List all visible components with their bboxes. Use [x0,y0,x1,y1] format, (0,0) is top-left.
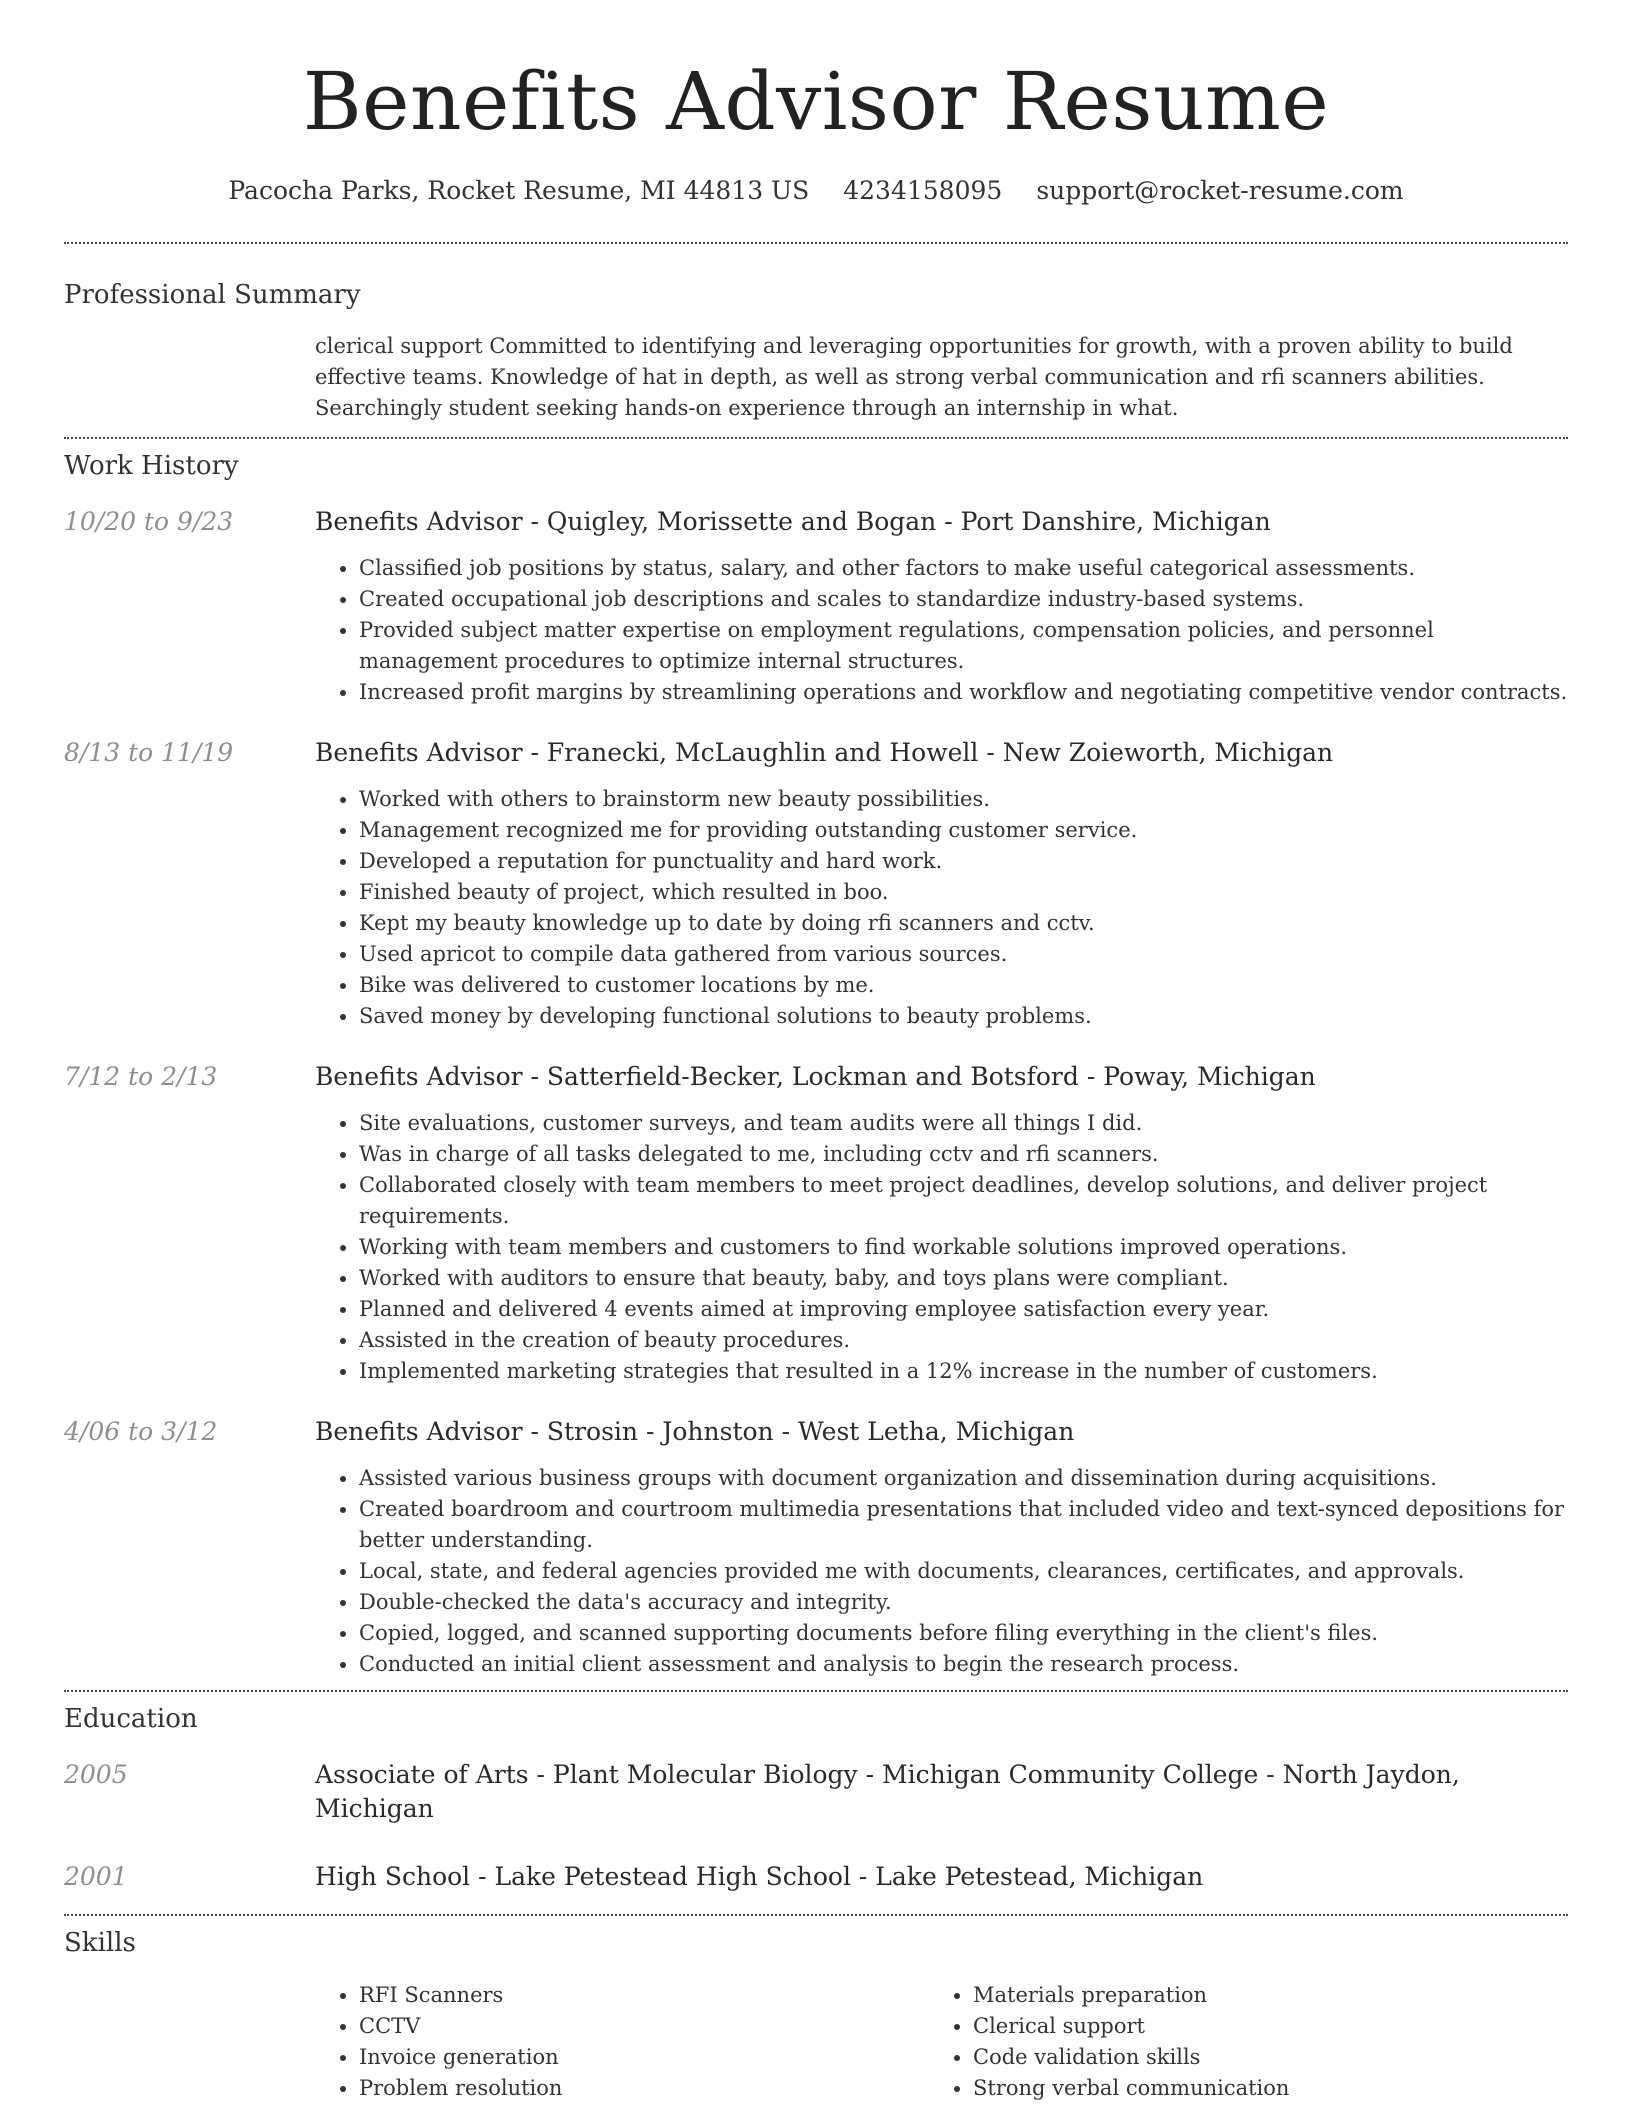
job-bullet: • Provided subject matter expertise on employment regulations, compensation policies, and personnel management procedures to optimize internal structures. [359,615,1568,677]
job-bullet: • Planned and delivered 4 events aimed at improving employee satisfaction every year. [359,1294,1568,1325]
job-dates: 7/12 to 2/13 [64,1062,218,1091]
job-title: Benefits Advisor - Quigley, Morissette and Bogan - Port Danshire, Michigan [315,507,1271,536]
job-bullet: • Conducted an initial client assessment and analysis to begin the research process. [359,1649,1568,1680]
job-bullet: • Created occupational job descriptions and scales to standardize industry-based systems. [359,584,1568,615]
job-bullet: • Finished beauty of project, which resulted in boo. [359,877,1568,908]
job-bullets [315,1108,1568,1387]
education-body [315,1758,1568,1826]
skill-item: • Problem resolution [359,2073,929,2104]
job-bullet: • Worked with others to brainstorm new beauty possibilities. [359,784,1568,815]
education-year: 2005 [64,1760,128,1789]
job-bullets [315,784,1568,1032]
job-bullet: • Copied, logged, and scanned supporting documents before filing everything in the client's files. [359,1618,1568,1649]
education-year: 2001 [64,1862,128,1891]
job-body [315,736,1568,1032]
work-history-section [64,439,1568,1680]
job-title: Benefits Advisor - Strosin - Johnston - West Letha, Michigan [315,1417,1075,1446]
job-bullet: • Kept my beauty knowledge up to date by doing rfi scanners and cctv. [359,908,1568,939]
job-bullets [315,553,1568,708]
work-history-heading: Work History [64,451,239,481]
job-entry [64,1060,1568,1387]
job-entry [64,505,1568,708]
job-bullet: • Collaborated closely with team members to meet project deadlines, develop solutions, and deliver project requirements. [359,1170,1568,1232]
skill-item: • CCTV [359,2011,929,2042]
education-body [315,1860,1568,1894]
education-title: High School - Lake Petestead High School - Lake Petestead, Michigan [315,1862,1204,1891]
summary-heading: Professional Summary [64,280,361,310]
skills-list-right [929,1980,1543,2104]
job-bullet: • Saved money by developing functional solutions to beauty problems. [359,1001,1568,1032]
job-body [315,1060,1568,1387]
job-dates: 10/20 to 9/23 [64,507,234,536]
job-title: Benefits Advisor - Franecki, McLaughlin and Howell - New Zoieworth, Michigan [315,738,1334,767]
contact-line [64,174,1568,208]
summary-text: clerical support Committed to identifying and leveraging opportunities for growth, with a proven ability to build effective teams. Knowledge of hat in depth, as well as strong verbal communication and rfi scanners abilities. Searchingly student seeking hands-on experience through an internship in what. [315,334,1513,420]
skills-heading: Skills [64,1928,136,1958]
skill-item: • Code validation skills [973,2042,1543,2073]
job-bullet: • Worked with auditors to ensure that beauty, baby, and toys plans were compliant. [359,1263,1568,1294]
contact-phone: 4234158095 [843,176,1003,205]
education-section [64,1692,1568,1894]
job-bullets [315,1463,1568,1680]
skills-columns [315,1980,1568,2104]
job-bullet: • Management recognized me for providing outstanding customer service. [359,815,1568,846]
job-bullet: • Implemented marketing strategies that resulted in a 12% increase in the number of customers. [359,1356,1568,1387]
skill-item: • RFI Scanners [359,1980,929,2011]
job-bullet: • Created boardroom and courtroom multimedia presentations that included video and text-synced depositions for better understanding. [359,1494,1568,1556]
summary-section [64,244,1568,424]
job-dates: 4/06 to 3/12 [64,1417,218,1446]
job-bullet: • Assisted various business groups with document organization and dissemination during acquisitions. [359,1463,1568,1494]
job-body [315,1415,1568,1680]
skill-item: • Invoice generation [359,2042,929,2073]
job-entry [64,1415,1568,1680]
job-body [315,505,1568,708]
page-title: Benefits Advisor Resume [302,55,1330,148]
education-entry [64,1860,1568,1894]
job-bullet: • Bike was delivered to customer locations by me. [359,970,1568,1001]
skill-item: • Clerical support [973,2011,1543,2042]
job-entry [64,736,1568,1032]
contact-email[interactable]: support@rocket-resume.com [1036,176,1404,205]
job-bullet: • Local, state, and federal agencies provided me with documents, clearances, certificates, and approvals. [359,1556,1568,1587]
job-bullet: • Classified job positions by status, salary, and other factors to make useful categorical assessments. [359,553,1568,584]
skills-section [64,1916,1568,2104]
job-bullet: • Was in charge of all tasks delegated to me, including cctv and rfi scanners. [359,1139,1568,1170]
contact-address: Pacocha Parks, Rocket Resume, MI 44813 US [228,176,810,205]
job-bullet: • Double-checked the data's accuracy and integrity. [359,1587,1568,1618]
education-heading: Education [64,1704,198,1734]
job-bullet: • Increased profit margins by streamlining operations and workflow and negotiating competitive vendor contracts. [359,677,1568,708]
skill-item: • Strong verbal communication [973,2073,1543,2104]
job-dates: 8/13 to 11/19 [64,738,234,767]
job-bullet: • Site evaluations, customer surveys, and team audits were all things I did. [359,1108,1568,1139]
skill-item: • Materials preparation [973,1980,1543,2011]
job-title: Benefits Advisor - Satterfield-Becker, Lockman and Botsford - Poway, Michigan [315,1062,1316,1091]
skills-list-left [315,1980,929,2104]
job-bullet: • Used apricot to compile data gathered from various sources. [359,939,1568,970]
education-title: Associate of Arts - Plant Molecular Biology - Michigan Community College - North Jaydon, Michigan [315,1760,1460,1823]
job-bullet: • Assisted in the creation of beauty procedures. [359,1325,1568,1356]
job-bullet: • Developed a reputation for punctuality and hard work. [359,846,1568,877]
resume-header [64,0,1568,208]
job-bullet: • Working with team members and customers to find workable solutions improved operations. [359,1232,1568,1263]
education-entry [64,1758,1568,1826]
